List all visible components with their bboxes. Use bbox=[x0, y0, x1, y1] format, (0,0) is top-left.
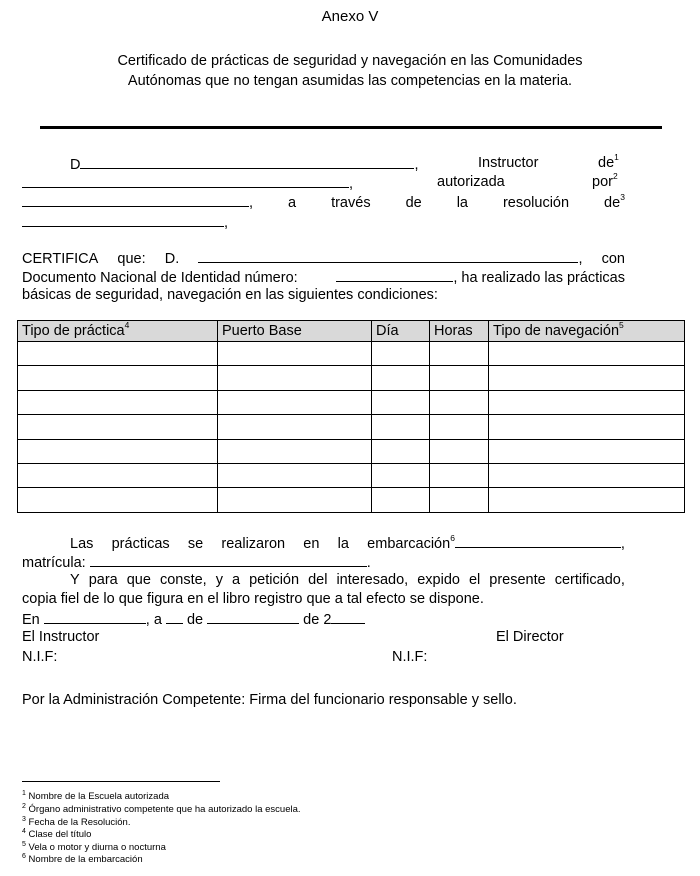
instructor-nif-label: N.I.F: bbox=[22, 649, 58, 665]
resolution-date-field[interactable] bbox=[22, 213, 224, 227]
table-cell[interactable] bbox=[489, 463, 685, 487]
boat-name-field[interactable] bbox=[455, 534, 621, 548]
table-cell[interactable] bbox=[372, 439, 430, 463]
footnote-ref-2: 2 bbox=[612, 171, 618, 181]
director-signature-label: El Director bbox=[496, 629, 564, 645]
annex-title: Anexo V bbox=[321, 8, 379, 25]
por-word: por$^2$ bbox=[592, 171, 618, 190]
footnote-6: $^6$ Nombre de la embarcación bbox=[22, 853, 143, 865]
footnote-1: $^1$ Nombre de la Escuela autorizada bbox=[22, 790, 170, 802]
table-cell[interactable] bbox=[489, 366, 685, 390]
table-header-row bbox=[18, 321, 685, 342]
table-cell[interactable] bbox=[18, 439, 218, 463]
table-cell[interactable] bbox=[372, 390, 430, 414]
matricula-line: matrícula: . bbox=[22, 555, 371, 571]
header-horas: Horas bbox=[430, 321, 489, 342]
day-field[interactable] bbox=[166, 610, 183, 624]
table-row bbox=[18, 415, 685, 439]
autorizada-word: autorizada bbox=[437, 174, 505, 190]
footnote-4: $^4$ Clase del título bbox=[22, 828, 92, 840]
school-name-field[interactable] bbox=[22, 174, 349, 188]
year-field[interactable] bbox=[331, 610, 365, 624]
table-cell[interactable] bbox=[218, 439, 372, 463]
header-tipo-practica: Tipo de práctica$^4$ bbox=[18, 321, 218, 342]
table-cell[interactable] bbox=[489, 342, 685, 366]
table-cell[interactable] bbox=[489, 439, 685, 463]
certifica-line-1: CERTIFICA que: D. , con bbox=[22, 251, 625, 267]
practices-table bbox=[17, 320, 685, 513]
table-cell[interactable] bbox=[18, 415, 218, 439]
table-cell[interactable] bbox=[489, 488, 685, 512]
table-row bbox=[18, 366, 685, 390]
table-row bbox=[18, 488, 685, 512]
table-cell[interactable] bbox=[18, 342, 218, 366]
table-cell[interactable] bbox=[372, 366, 430, 390]
table-cell[interactable] bbox=[430, 342, 489, 366]
certifica-line-2: Documento Nacional de Identidad número: , ha realizado las prácticas bbox=[22, 270, 625, 286]
table-cell[interactable] bbox=[218, 342, 372, 366]
resolution-line: , a través de la resolución $de^3$ bbox=[22, 193, 625, 211]
conste-line-2: copia fiel de lo que figura en el libro registro que a tal efecto se dispone. bbox=[22, 591, 484, 607]
footnote-5: $^5$ Vela o motor y diurna o nocturna bbox=[22, 841, 166, 853]
place-field[interactable] bbox=[44, 610, 146, 624]
table-cell[interactable] bbox=[430, 488, 489, 512]
dni-field[interactable] bbox=[336, 268, 453, 282]
resolution-date-line: , bbox=[22, 213, 228, 231]
table-cell[interactable] bbox=[430, 463, 489, 487]
authority-field[interactable] bbox=[22, 193, 249, 207]
footnote-ref-3: 3 bbox=[620, 192, 625, 202]
embarcacion-line: Las prácticas se realizaron en la embarcación$^6$ , bbox=[70, 533, 625, 552]
instructor-name-field[interactable] bbox=[80, 155, 414, 169]
school-name-line: , bbox=[22, 174, 353, 192]
table-row bbox=[18, 390, 685, 414]
instructor-name-line: D , bbox=[70, 157, 419, 173]
table-row bbox=[18, 463, 685, 487]
table-cell[interactable] bbox=[430, 390, 489, 414]
date-line: En , a de de 2 bbox=[22, 610, 365, 628]
footnote-ref-1: 1 bbox=[614, 152, 619, 162]
table-cell[interactable] bbox=[218, 415, 372, 439]
de-word-1: $de^1$ bbox=[598, 152, 619, 171]
table-cell[interactable] bbox=[372, 415, 430, 439]
header-dia: Día bbox=[372, 321, 430, 342]
document-title-line-1: Certificado de prácticas de seguridad y navegación en las Comunidades bbox=[117, 53, 583, 69]
table-cell[interactable] bbox=[218, 390, 372, 414]
table-cell[interactable] bbox=[430, 439, 489, 463]
table-cell[interactable] bbox=[18, 488, 218, 512]
matricula-field[interactable] bbox=[90, 553, 367, 567]
table-cell[interactable] bbox=[372, 342, 430, 366]
header-divider bbox=[40, 126, 662, 129]
header-puerto-base: Puerto Base bbox=[218, 321, 372, 342]
footnote-3: $^3$ Fecha de la Resolución. bbox=[22, 816, 131, 828]
table-cell[interactable] bbox=[489, 415, 685, 439]
director-nif-label: N.I.F: bbox=[392, 649, 428, 665]
header-tipo-navegacion: Tipo de navegación$^5$ bbox=[489, 321, 685, 342]
table-cell[interactable] bbox=[218, 366, 372, 390]
table-row bbox=[18, 439, 685, 463]
table-cell[interactable] bbox=[430, 415, 489, 439]
table-cell[interactable] bbox=[218, 488, 372, 512]
table-cell[interactable] bbox=[372, 463, 430, 487]
table-cell[interactable] bbox=[18, 463, 218, 487]
certified-person-field[interactable] bbox=[198, 249, 578, 263]
footnote-divider bbox=[22, 781, 220, 782]
conste-line-1: Y para que conste, y a petición del interesado, expido el presente certificado, bbox=[70, 572, 625, 588]
footnote-2: $^2$ Órgano administrativo competente que ha autorizado la escuela. bbox=[22, 803, 301, 815]
administration-signature-line: Por la Administración Competente: Firma del funcionario responsable y sello. bbox=[22, 692, 517, 708]
table-cell[interactable] bbox=[18, 366, 218, 390]
footnote-ref-6: 6 bbox=[450, 533, 455, 543]
table-cell[interactable] bbox=[430, 366, 489, 390]
instructor-word: Instructor bbox=[478, 155, 539, 171]
table-cell[interactable] bbox=[489, 390, 685, 414]
table-cell[interactable] bbox=[18, 390, 218, 414]
table-cell[interactable] bbox=[372, 488, 430, 512]
document-title-line-2: Autónomas que no tengan asumidas las competencias en la materia. bbox=[127, 73, 573, 89]
certifica-line-3: básicas de seguridad, navegación en las siguientes condiciones: bbox=[22, 287, 438, 303]
table-cell[interactable] bbox=[218, 463, 372, 487]
instructor-signature-label: El Instructor bbox=[22, 629, 100, 645]
table-row bbox=[18, 342, 685, 366]
month-field[interactable] bbox=[207, 610, 299, 624]
